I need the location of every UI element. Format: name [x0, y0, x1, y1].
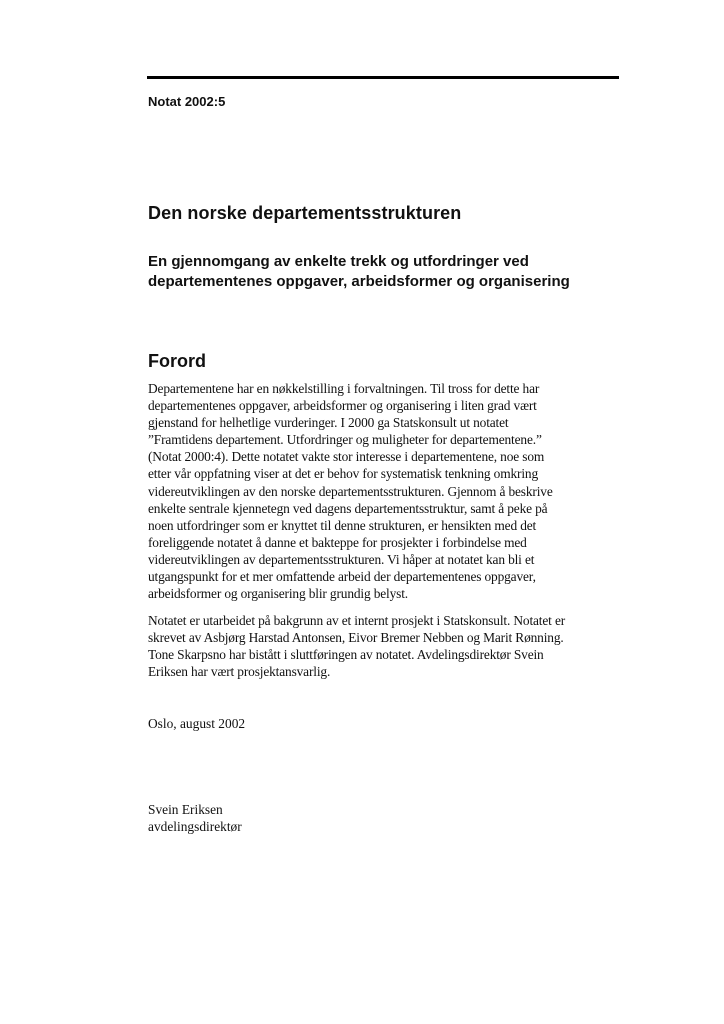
signature-title: avdelingsdirektør	[148, 819, 242, 834]
text-line: utgangspunkt for et mer omfattende arbeid der departementenes oppgaver,	[148, 569, 536, 585]
text-line: Tone Skarpsno har bistått i sluttføringen av notatet. Avdelingsdirektør Svein	[148, 647, 544, 663]
text-line: ”Framtidens departement. Utfordringer og muligheter for departementene.”	[148, 432, 542, 448]
series-label: Notat 2002:5	[148, 94, 226, 109]
subtitle-line: departementenes oppgaver, arbeidsformer og organisering	[148, 273, 570, 290]
text-line: (Notat 2000:4). Dette notatet vakte stor interesse i departementene, noe som	[148, 449, 545, 465]
text-line: Eriksen har vært prosjektansvarlig.	[148, 664, 331, 680]
foreword-heading: Forord	[148, 351, 206, 371]
signature-block	[148, 801, 242, 835]
document-title: Den norske departementsstrukturen	[148, 203, 462, 223]
foreword-paragraph-1	[148, 380, 553, 602]
header-rule	[147, 76, 619, 79]
foreword-paragraph-2	[148, 612, 565, 680]
document-subtitle	[148, 252, 628, 292]
text-line: gjenstand for helhetlige vurderinger. I 2000 ga Statskonsult ut notatet	[148, 415, 509, 431]
text-line: videreutviklingen av den norske departementsstrukturen. Gjennom å beskrive	[148, 483, 553, 499]
text-line: videreutviklingen av departementsstrukturen. Vi håper at notatet kan bli et	[148, 551, 535, 567]
signature-name: Svein Eriksen	[148, 802, 223, 817]
text-line: enkelte sentrale kjennetegn ved dagens departementsstruktur, samt å peke på	[148, 500, 548, 516]
text-line: noen utfordringer som er knyttet til denne strukturen, er hensikten med det	[148, 517, 537, 533]
text-line: Notatet er utarbeidet på bakgrunn av et internt prosjekt i Statskonsult. Notatet er	[148, 613, 566, 628]
text-line: arbeidsformer og organisering blir grundig belyst.	[148, 586, 409, 602]
text-line: skrevet av Asbjørg Harstad Antonsen, Eivor Bremer Nebben og Marit Rønning.	[148, 630, 564, 646]
text-line: foreliggende notatet å danne et bakteppe for prosjekter i forbindelse med	[148, 534, 527, 550]
subtitle-line: En gjennomgang av enkelte trekk og utfordringer ved	[148, 253, 529, 270]
text-line: etter vår oppfatning viser at det er behov for systematisk tenkning omkring	[148, 466, 538, 482]
text-line: departementenes oppgaver, arbeidsformer og organisering i liten grad vært	[148, 398, 537, 414]
text-line: Departementene har en nøkkelstilling i forvaltningen. Til tross for dette har	[148, 381, 540, 396]
place-date: Oslo, august 2002	[148, 716, 246, 731]
